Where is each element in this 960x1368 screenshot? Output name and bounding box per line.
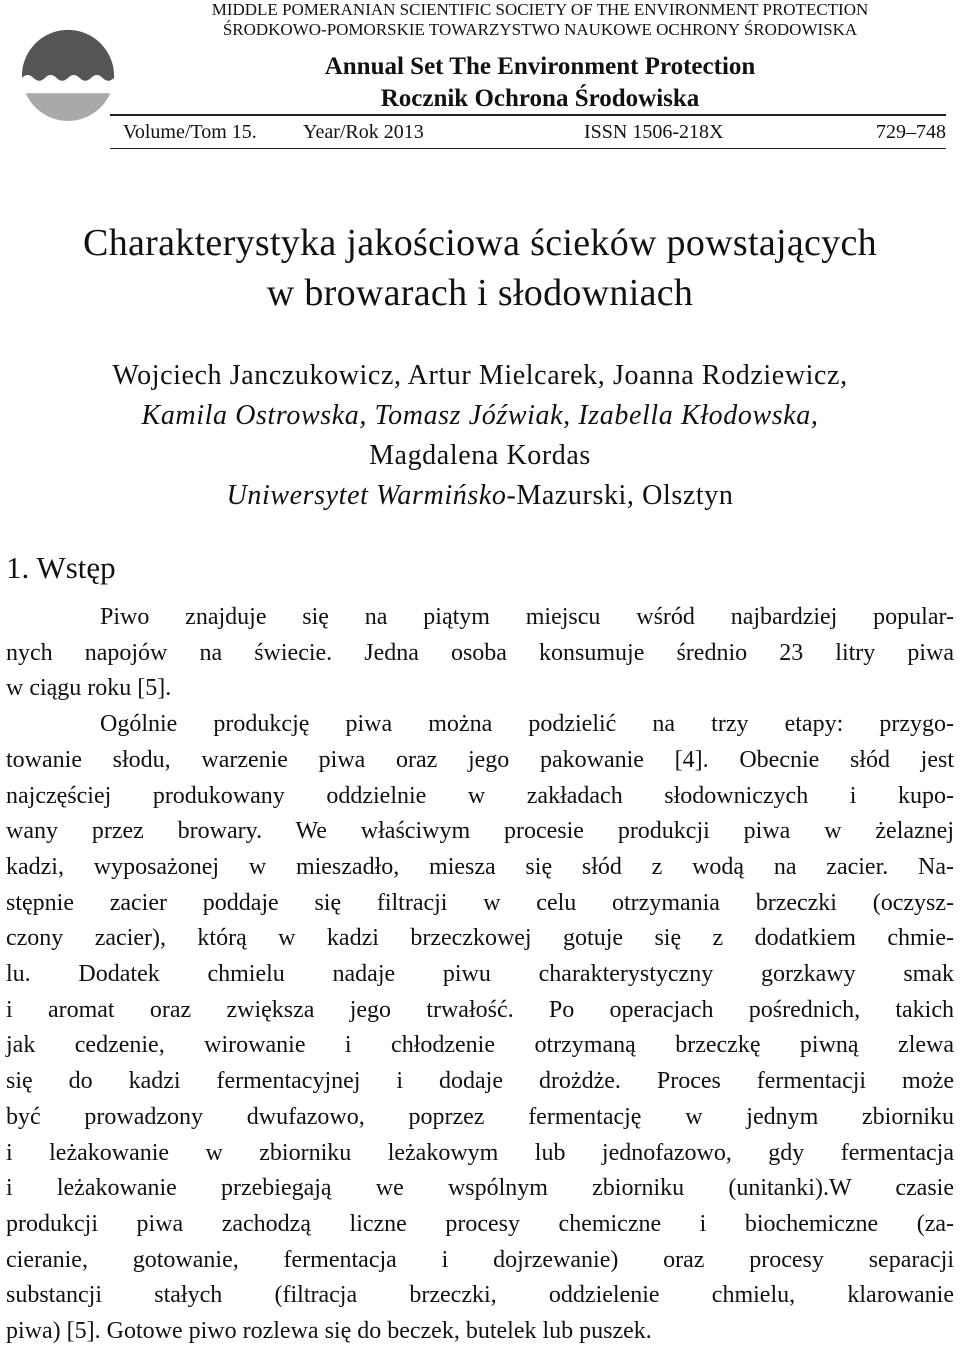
article-title-line1: Charakterystyka jakościowa ścieków powstających — [83, 222, 877, 264]
year-label: Year/Rok 2013 — [303, 121, 424, 143]
body-line: w ciągu roku [5]. — [6, 675, 172, 702]
header-divider-bottom — [110, 148, 946, 149]
body-line: Piwo znajduje się na piątym miejscu wśród najbardziej popular- — [100, 604, 954, 630]
volume-label: Volume/Tom 15. — [123, 121, 257, 143]
affiliation-university: Uniwersytet Warmińsko — [226, 480, 507, 511]
society-name-en: MIDDLE POMERANIAN SCIENTIFIC SOCIETY OF THE ENVIRONMENT PROTECTION — [211, 0, 869, 19]
body-line: kadzi, wyposażonej w mieszadło, miesza się słód z wodą na zacier. Na- — [6, 853, 954, 880]
authors-line1: Wojciech Janczukowicz, Artur Mielcarek, Joanna Rodziewicz, — [112, 360, 848, 391]
body-line: jak cedzenie, wirowanie i chłodzenie otrzymaną brzeczkę piwną zlewa — [6, 1032, 954, 1059]
header-divider-top — [110, 114, 946, 116]
body-line: czony zacier), którą w kadzi brzeczkowej gotuje się z dodatkiem chmie- — [6, 925, 954, 952]
society-logo-icon — [20, 28, 116, 124]
affiliation — [0, 476, 960, 516]
body-line: i aromat oraz zwiększa jego trwałość. Po operacjach pośrednich, takich — [6, 996, 954, 1023]
society-name-pl: ŚRODKOWO-POMORSKIE TOWARZYSTWO NAUKOWE OCHRONY ŚRODOWISKA — [222, 20, 858, 39]
body-line: cieranie, gotowanie, fermentacja i dojrzewanie) oraz procesy separacji — [6, 1246, 954, 1273]
article-title-line2: w browarach i słodowniach — [266, 272, 694, 314]
body-line: wany przez browary. We właściwym procesie produkcji piwa w żelaznej — [6, 818, 954, 845]
section-body — [6, 600, 954, 1350]
body-line: i leżakowanie w zbiorniku leżakowym lub jednofazowo, gdy fermentacja — [6, 1139, 954, 1166]
page-range: 729–748 — [876, 121, 946, 143]
body-line: substancji stałych (filtracja brzeczki, oddzielenie chmielu, klarowanie — [6, 1282, 954, 1309]
body-line: najczęściej produkowany oddzielnie w zakładach słodowniczych i kupo- — [6, 782, 954, 809]
body-line: się do kadzi fermentacyjnej i dodaje drożdże. Proces fermentacji może — [6, 1068, 954, 1095]
affiliation-location: -Mazurski, Olsztyn — [506, 480, 734, 511]
journal-title-pl: Rocznik Ochrona Środowiska — [380, 85, 700, 112]
body-line: stępnie zacier poddaje się filtracji w celu otrzymania brzeczki (oczysz- — [6, 889, 954, 916]
body-line: produkcji piwa zachodzą liczne procesy chemiczne i biochemiczne (za- — [6, 1210, 954, 1237]
body-line: lu. Dodatek chmielu nadaje piwu charakterystyczny gorzkawy smak — [6, 961, 954, 988]
body-line: towanie słodu, warzenie piwa oraz jego pakowanie [4]. Obecnie słód jest — [6, 746, 954, 773]
section-heading: 1. Wstęp — [6, 550, 116, 585]
authors-line2: Kamila Ostrowska, Tomasz Jóźwiak, Izabella Kłodowska, — [141, 400, 819, 431]
body-line: nych napojów na świecie. Jedna osoba konsumuje średnio 23 litry piwa — [6, 639, 954, 666]
body-line: i leżakowanie przebiegają we wspólnym zbiorniku (unitanki).W czasie — [6, 1175, 954, 1202]
body-line: piwa) [5]. Gotowe piwo rozlewa się do beczek, butelek lub puszek. — [6, 1318, 652, 1345]
journal-title-en: Annual Set The Environment Protection — [324, 53, 756, 80]
authors-line3: Magdalena Kordas — [369, 440, 591, 471]
issn-label: ISSN 1506-218X — [584, 121, 724, 143]
body-line: być prowadzony dwufazowo, poprzez fermentację w jednym zbiorniku — [6, 1103, 954, 1130]
body-line: Ogólnie produkcję piwa można podzielić na trzy etapy: przygo- — [100, 711, 954, 738]
